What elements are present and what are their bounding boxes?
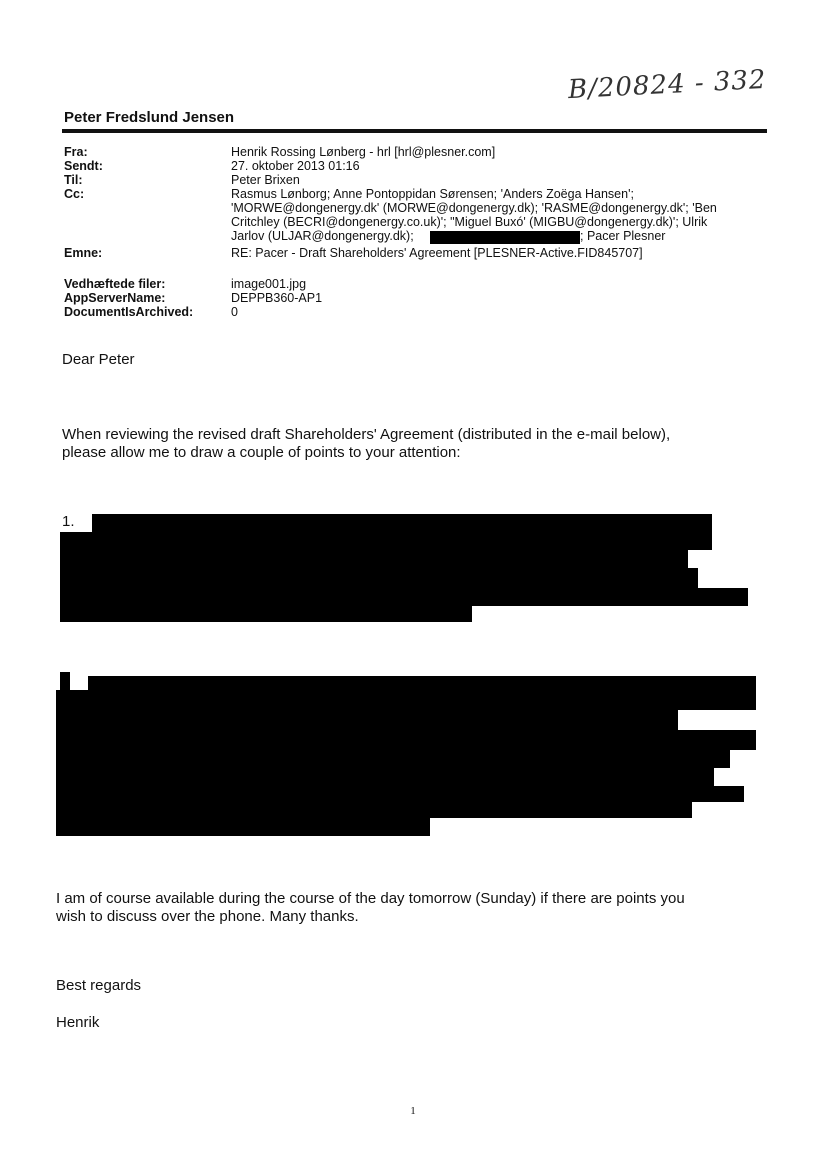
redaction-bar	[60, 550, 688, 568]
attachments-value: image001.jpg	[231, 277, 307, 291]
subject-label: Emne:	[64, 246, 103, 260]
sent-value: 27. oktober 2013 01:16	[231, 159, 360, 173]
from-value: Henrik Rossing Lønberg - hrl [hrl@plesner.com]	[231, 145, 496, 159]
header-divider	[62, 129, 767, 133]
redaction-bar	[60, 588, 748, 606]
subject-value: RE: Pacer - Draft Shareholders' Agreement [PLESNER-Active.FID845707]	[231, 246, 643, 260]
redaction-bar	[60, 606, 472, 622]
cc-line-4-end: ; Pacer Plesner	[580, 229, 666, 243]
redaction-bar	[60, 532, 712, 550]
point-1-marker: 1.	[62, 513, 75, 530]
greeting: Dear Peter	[62, 351, 135, 368]
handwritten-reference-stamp: B/20824 - 332	[567, 64, 768, 106]
closing-line-1: I am of course available during the course of the day tomorrow (Sunday) if there are points you	[56, 890, 685, 907]
closing-line-2: wish to discuss over the phone. Many thanks.	[56, 908, 359, 925]
cc-label: Cc:	[64, 187, 85, 201]
intro-line-1: When reviewing the revised draft Shareholders' Agreement (distributed in the e-mail below),	[62, 426, 671, 443]
attachments-label: Vedhæftede filer:	[64, 277, 166, 291]
redaction-bar	[60, 568, 698, 588]
redaction-bar	[56, 690, 756, 710]
to-value: Peter Brixen	[231, 173, 300, 187]
page-number: 1	[410, 1105, 416, 1117]
redaction-bar	[56, 750, 730, 768]
intro-line-2: please allow me to draw a couple of points to your attention:	[62, 444, 461, 461]
redaction-bar	[56, 786, 744, 802]
cc-line-1: Rasmus Lønborg; Anne Pontoppidan Sørensen; 'Anders Zoëga Hansen';	[231, 187, 634, 201]
signature: Henrik	[56, 1014, 100, 1031]
cc-line-2: 'MORWE@dongenergy.dk' (MORWE@dongenergy.dk); 'RASME@dongenergy.dk'; 'Ben	[231, 201, 717, 215]
archived-label: DocumentIsArchived:	[64, 305, 194, 319]
redaction-bar	[430, 231, 580, 244]
sent-label: Sendt:	[64, 159, 103, 173]
archived-value: 0	[231, 305, 238, 319]
appserver-label: AppServerName:	[64, 291, 166, 305]
to-label: Til:	[64, 173, 83, 187]
from-label: Fra:	[64, 145, 88, 159]
redaction-bar	[56, 802, 692, 818]
redaction-bar	[56, 818, 430, 836]
regards: Best regards	[56, 977, 142, 994]
redaction-bar	[56, 730, 756, 750]
redaction-bar	[60, 672, 70, 690]
redaction-bar	[56, 710, 678, 730]
cc-line-4-start: Jarlov (ULJAR@dongenergy.dk);	[231, 229, 414, 243]
redaction-bar	[92, 514, 712, 532]
redaction-bar	[56, 768, 714, 786]
appserver-value: DEPPB360-AP1	[231, 291, 323, 305]
cc-line-3: Critchley (BECRI@dongenergy.co.uk)'; "Miguel Buxó' (MIGBU@dongenergy.dk)'; Ulrik	[231, 215, 708, 229]
mailbox-owner-name: Peter Fredslund Jensen	[64, 109, 235, 126]
